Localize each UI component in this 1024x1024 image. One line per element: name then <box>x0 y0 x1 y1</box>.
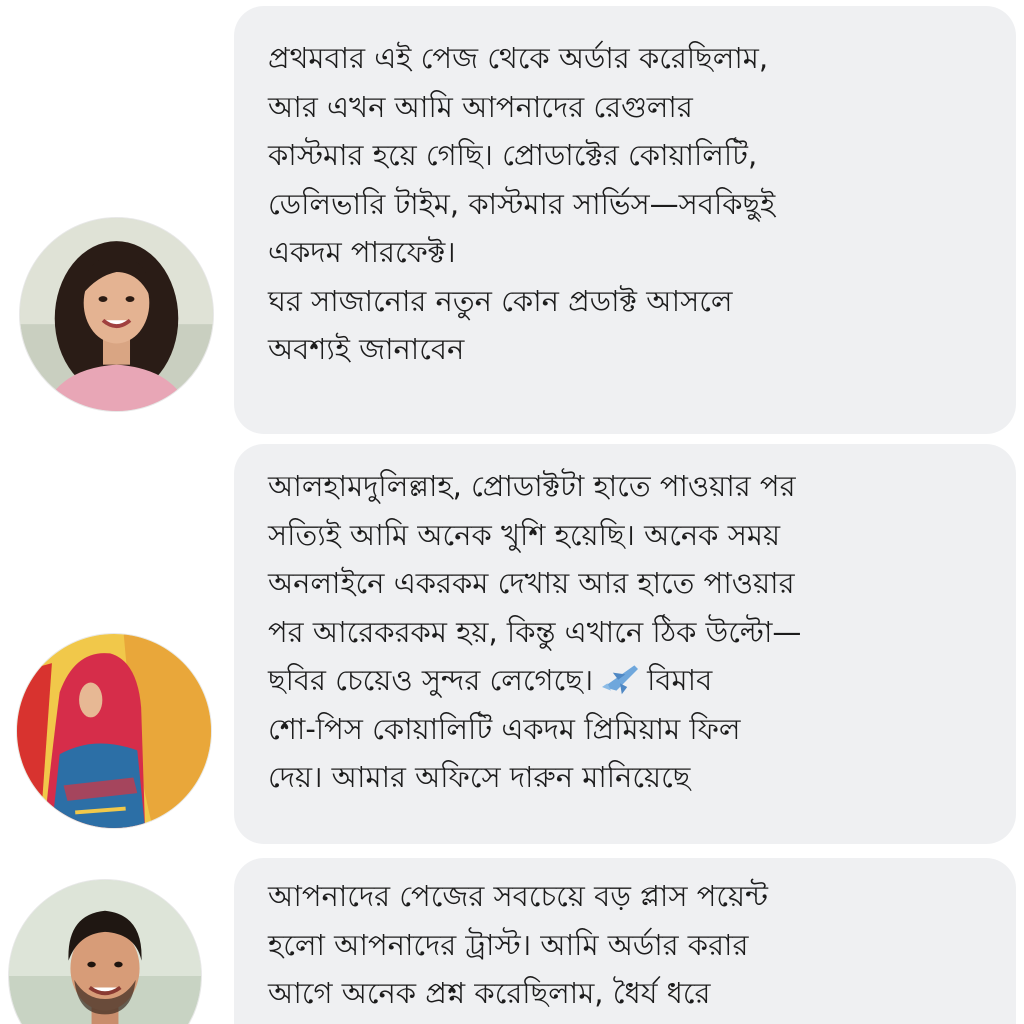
review-text-2-part-1: আলহামদুলিল্লাহ, প্রোডাক্টটা হাতে পাওয়ার পর সত্যিই আমি অনেক খুশি হয়েছি। অনেক সময় অনলাইনে একরকম দেখায় আর হাতে পাওয়ার পর আরেকরকম হয়, কিন্তু এখানে ঠিক উল্টো— ছবির চেয়েও সুন্দর লেগেছে। <box>268 469 802 697</box>
review-text-1: প্রথমবার এই পেজ থেকে অর্ডার করেছিলাম, আর এখন আমি আপনাদের রেগুলার কাস্টমার হয়ে গেছি। প্রোডাক্টের কোয়ালিটি, ডেলিভারি টাইম, কাস্টমার সার্ভিস—সবকিছুই একদম পারফেক্ট। ঘর সাজানোর নতুন কোন প্রডাক্ট আসলে অবশ্যই জানাবেন <box>268 41 776 366</box>
review-bubble-3 <box>234 858 1016 1024</box>
avatar-woman-icon[interactable] <box>20 218 213 411</box>
avatar-painting-icon[interactable] <box>17 634 211 828</box>
review-bubble-2 <box>234 444 1016 844</box>
review-text-2 <box>268 462 994 802</box>
review-text-2-part-2: বিমাব শো-পিস কোয়ালিটি একদম প্রিমিয়াম ফিল দেয়। আমার অফিসে দারুন মানিয়েছে <box>268 663 741 794</box>
review-text-3: আপনাদের পেজের সবচেয়ে বড় প্লাস পয়েন্ট হলো আপনাদের ট্রাস্ট। আমি অর্ডার করার আগে অনেক প্রশ্ন করেছিলাম, ধৈর্য ধরে <box>268 879 768 1010</box>
airplane-emoji-icon <box>597 660 643 696</box>
avatar-man-icon[interactable] <box>9 880 201 1024</box>
review-bubble-1 <box>234 6 1016 434</box>
review-message-1 <box>0 0 1024 436</box>
